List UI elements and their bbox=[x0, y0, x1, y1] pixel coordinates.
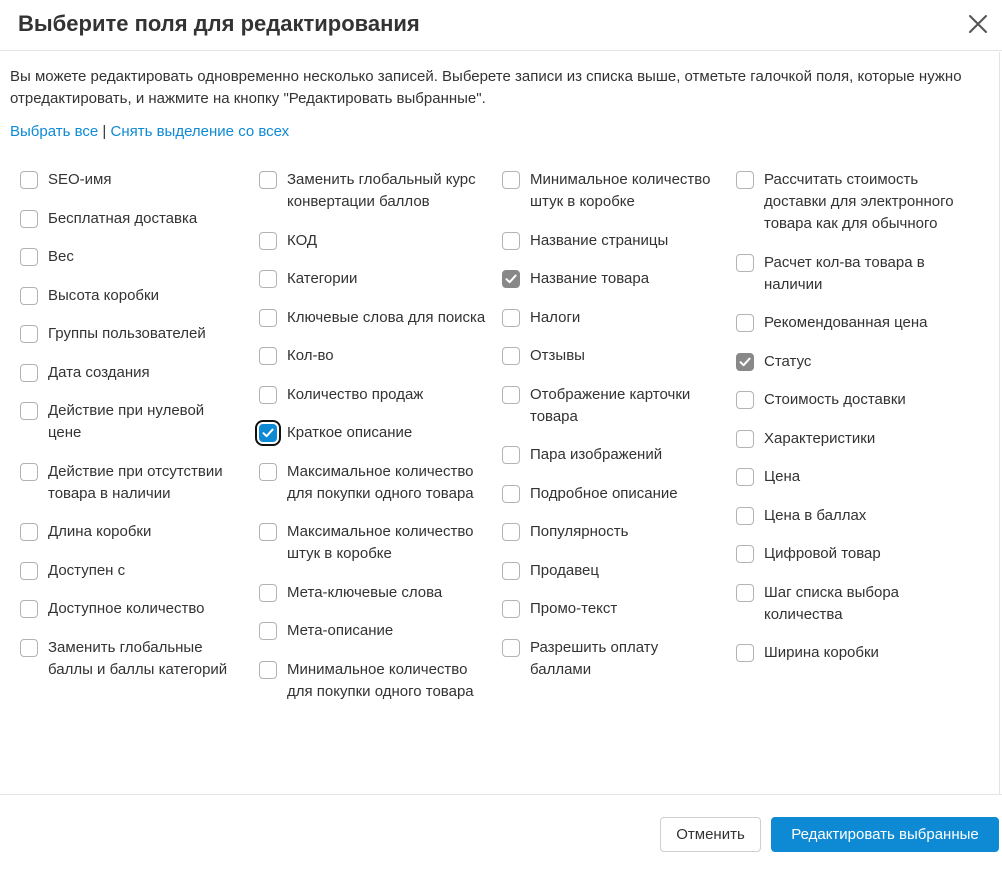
field-option[interactable] bbox=[502, 598, 722, 620]
cancel-button[interactable]: Отменить bbox=[660, 817, 761, 852]
field-option[interactable] bbox=[20, 323, 240, 345]
field-option[interactable] bbox=[20, 208, 240, 230]
checkmark-icon bbox=[504, 272, 518, 286]
field-label: Налоги bbox=[530, 308, 581, 326]
field-label: Популярность bbox=[530, 523, 629, 540]
description-text: Вы можете редактировать одновременно несколько записей. Выберете записи из списка выше, отметьте галочкой поля, которые нужно отредактировать, и нажмите на кнопку "Редактировать выбранные". bbox=[10, 68, 962, 107]
field-option[interactable] bbox=[736, 466, 976, 488]
field-option[interactable] bbox=[502, 345, 722, 367]
field-option[interactable] bbox=[259, 169, 489, 213]
field-option[interactable] bbox=[259, 422, 489, 444]
field-option[interactable] bbox=[502, 307, 722, 329]
field-checkbox[interactable] bbox=[502, 386, 520, 404]
field-option[interactable] bbox=[20, 362, 240, 384]
field-option[interactable] bbox=[20, 461, 240, 505]
field-option[interactable] bbox=[502, 384, 722, 428]
field-label: Расчет кол-ва товара в наличии bbox=[764, 253, 925, 293]
field-option[interactable] bbox=[736, 169, 976, 235]
field-label: Краткое описание bbox=[287, 424, 413, 441]
field-checkbox[interactable] bbox=[259, 386, 277, 404]
fields-column-4 bbox=[736, 169, 976, 681]
field-label: Продавец bbox=[530, 561, 599, 579]
field-label: Ключевые слова для поиска bbox=[287, 308, 486, 326]
field-label: Доступное количество bbox=[48, 600, 205, 617]
field-option[interactable] bbox=[736, 252, 976, 296]
field-option[interactable] bbox=[259, 582, 489, 604]
dialog-title: Выберите поля для редактирования bbox=[18, 11, 420, 36]
field-label: Заменить глобальные баллы и баллы категорий bbox=[48, 638, 228, 678]
field-label: Цифровой товар bbox=[764, 545, 881, 562]
field-label: Рекомендованная цена bbox=[764, 314, 928, 331]
field-label: Разрешить оплату баллами bbox=[530, 638, 659, 678]
field-option[interactable] bbox=[259, 307, 489, 329]
field-checkbox[interactable] bbox=[20, 600, 38, 618]
field-option[interactable] bbox=[502, 637, 722, 681]
fields-column-2 bbox=[259, 169, 489, 719]
field-checkbox[interactable] bbox=[20, 562, 38, 580]
field-checkbox[interactable] bbox=[736, 353, 754, 371]
field-checkbox[interactable] bbox=[502, 232, 520, 250]
field-label: Категории bbox=[287, 270, 358, 287]
field-label: Бесплатная доставка bbox=[48, 209, 198, 227]
field-checkbox[interactable] bbox=[259, 424, 277, 442]
field-checkbox[interactable] bbox=[20, 171, 38, 189]
close-button[interactable] bbox=[964, 10, 992, 38]
field-label: Высота коробки bbox=[48, 286, 159, 304]
field-option[interactable] bbox=[259, 268, 489, 290]
field-label: Цена в баллах bbox=[764, 506, 867, 524]
field-label: Максимальное количество для покупки одного товара bbox=[287, 462, 474, 502]
field-option[interactable] bbox=[502, 230, 722, 252]
field-checkbox[interactable] bbox=[502, 270, 520, 288]
field-label: Дата создания bbox=[48, 363, 150, 381]
field-label: Отображение карточки товара bbox=[530, 385, 691, 425]
field-checkbox[interactable] bbox=[736, 545, 754, 563]
field-checkbox[interactable] bbox=[20, 364, 38, 382]
field-label: Мета-ключевые слова bbox=[287, 583, 443, 601]
field-option[interactable] bbox=[259, 230, 489, 252]
field-checkbox[interactable] bbox=[502, 562, 520, 580]
field-checkbox[interactable] bbox=[502, 347, 520, 365]
field-label: Промо-текст bbox=[530, 600, 618, 617]
field-checkbox[interactable] bbox=[259, 463, 277, 481]
field-label: Цена bbox=[764, 468, 801, 485]
dialog-footer bbox=[0, 794, 1002, 870]
field-checkbox[interactable] bbox=[502, 639, 520, 657]
deselect-all-link[interactable]: Снять выделение со всех bbox=[110, 123, 290, 140]
field-checkbox[interactable] bbox=[736, 430, 754, 448]
field-label: SEO-имя bbox=[48, 171, 112, 188]
checkmark-icon bbox=[738, 355, 752, 369]
field-label: Статус bbox=[764, 352, 812, 370]
field-option[interactable] bbox=[736, 505, 976, 527]
dialog-body bbox=[0, 52, 1000, 794]
field-option[interactable] bbox=[20, 169, 240, 191]
field-checkbox[interactable] bbox=[259, 661, 277, 679]
field-option[interactable] bbox=[20, 560, 240, 582]
field-label: Длина коробки bbox=[48, 523, 152, 540]
field-option[interactable] bbox=[20, 285, 240, 307]
field-checkbox[interactable] bbox=[502, 171, 520, 189]
field-option[interactable] bbox=[736, 312, 976, 334]
field-checkbox[interactable] bbox=[736, 507, 754, 525]
field-checkbox[interactable] bbox=[736, 171, 754, 189]
field-option[interactable] bbox=[736, 389, 976, 411]
field-checkbox[interactable] bbox=[736, 254, 754, 272]
field-checkbox[interactable] bbox=[20, 523, 38, 541]
field-label: Действие при нулевой цене bbox=[48, 402, 205, 441]
field-label: Заменить глобальный курс конвертации баллов bbox=[287, 171, 476, 210]
field-checkbox[interactable] bbox=[259, 171, 277, 189]
field-checkbox[interactable] bbox=[502, 446, 520, 464]
field-label: Количество продаж bbox=[287, 385, 424, 403]
field-checkbox[interactable] bbox=[259, 309, 277, 327]
select-all-link[interactable]: Выбрать все bbox=[10, 123, 99, 140]
field-option[interactable] bbox=[20, 400, 240, 444]
field-option[interactable] bbox=[259, 620, 489, 642]
field-checkbox[interactable] bbox=[736, 314, 754, 332]
field-checkbox[interactable] bbox=[259, 347, 277, 365]
field-checkbox[interactable] bbox=[20, 402, 38, 420]
field-label: Минимальное количество для покупки одного товара bbox=[287, 660, 474, 700]
fields-column-3 bbox=[502, 169, 722, 697]
field-checkbox[interactable] bbox=[259, 622, 277, 640]
dialog-header bbox=[0, 0, 1002, 51]
field-label: Мета-описание bbox=[287, 622, 394, 639]
field-checkbox[interactable] bbox=[259, 523, 277, 541]
field-checkbox[interactable] bbox=[20, 639, 38, 657]
field-checkbox[interactable] bbox=[20, 463, 38, 481]
field-label: Название страницы bbox=[530, 231, 669, 249]
field-option[interactable] bbox=[259, 384, 489, 406]
field-option[interactable] bbox=[502, 483, 722, 505]
field-label: Максимальное количество штук в коробке bbox=[287, 523, 474, 562]
field-label: Действие при отсутствии товара в наличии bbox=[48, 462, 223, 502]
field-checkbox[interactable] bbox=[20, 248, 38, 266]
field-label: Характеристики bbox=[764, 429, 876, 447]
field-label: Подробное описание bbox=[530, 484, 678, 502]
field-label: КОД bbox=[287, 231, 318, 249]
field-label: Вес bbox=[48, 248, 74, 265]
field-checkbox[interactable] bbox=[736, 584, 754, 602]
field-checkbox[interactable] bbox=[736, 391, 754, 409]
field-option[interactable] bbox=[502, 444, 722, 466]
field-checkbox[interactable] bbox=[259, 270, 277, 288]
close-icon bbox=[964, 10, 992, 38]
field-option[interactable] bbox=[736, 543, 976, 565]
field-label: Доступен с bbox=[48, 561, 126, 579]
field-label: Кол-во bbox=[287, 347, 334, 364]
field-option[interactable] bbox=[736, 642, 976, 664]
field-label: Минимальное количество штук в коробке bbox=[530, 171, 711, 210]
field-option[interactable] bbox=[20, 598, 240, 620]
field-label: Название товара bbox=[530, 270, 650, 287]
field-label: Шаг списка выбора количества bbox=[764, 583, 899, 623]
link-separator: | bbox=[102, 123, 107, 140]
field-checkbox[interactable] bbox=[502, 523, 520, 541]
field-checkbox[interactable] bbox=[502, 485, 520, 503]
field-option[interactable] bbox=[259, 461, 489, 505]
field-label: Пара изображений bbox=[530, 446, 663, 463]
field-option[interactable] bbox=[502, 169, 722, 213]
field-label: Группы пользователей bbox=[48, 325, 206, 342]
field-option[interactable] bbox=[259, 521, 489, 565]
field-checkbox[interactable] bbox=[502, 600, 520, 618]
field-checkbox[interactable] bbox=[259, 232, 277, 250]
field-checkbox[interactable] bbox=[20, 325, 38, 343]
field-label: Ширина коробки bbox=[764, 644, 879, 661]
field-checkbox[interactable] bbox=[20, 287, 38, 305]
field-checkbox[interactable] bbox=[736, 468, 754, 486]
field-label: Отзывы bbox=[530, 347, 585, 364]
field-option[interactable] bbox=[736, 428, 976, 450]
field-option[interactable] bbox=[736, 582, 976, 626]
field-option[interactable] bbox=[259, 659, 489, 703]
checkmark-icon bbox=[261, 426, 275, 440]
field-option[interactable] bbox=[736, 351, 976, 373]
field-option[interactable] bbox=[502, 560, 722, 582]
field-checkbox[interactable] bbox=[502, 309, 520, 327]
field-label: Рассчитать стоимость доставки для электронного товара как для обычного bbox=[764, 171, 954, 232]
selection-links bbox=[10, 121, 289, 143]
field-label: Стоимость доставки bbox=[764, 391, 906, 408]
fields-column-1 bbox=[20, 169, 240, 697]
field-checkbox[interactable] bbox=[20, 210, 38, 228]
field-option[interactable] bbox=[20, 637, 240, 681]
field-checkbox[interactable] bbox=[259, 584, 277, 602]
edit-selected-button[interactable]: Редактировать выбранные bbox=[771, 817, 999, 852]
field-option[interactable] bbox=[259, 345, 489, 367]
field-option[interactable] bbox=[20, 246, 240, 268]
field-option[interactable] bbox=[20, 521, 240, 543]
field-option[interactable] bbox=[502, 521, 722, 543]
field-checkbox[interactable] bbox=[736, 644, 754, 662]
field-option[interactable] bbox=[502, 268, 722, 290]
